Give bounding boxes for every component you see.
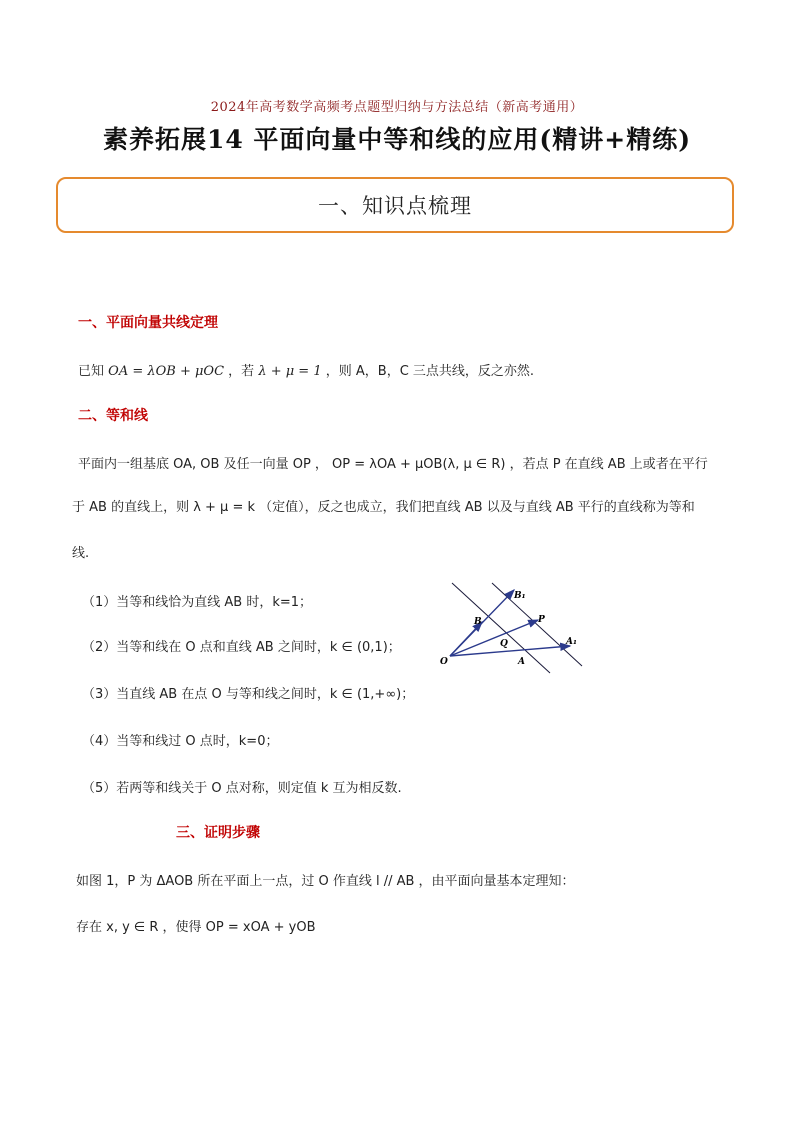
list-item: （1）当等和线恰为直线 AB 时，k=1； bbox=[82, 595, 313, 610]
section3-line2: 存在 x, y ∈ R ，使得 OP = xOA + yOB bbox=[76, 920, 316, 935]
list-item: （5）若两等和线关于 O 点对称，则定值 k 互为相反数. bbox=[82, 781, 402, 796]
section3-heading: 三、证明步骤 bbox=[176, 825, 260, 841]
label-b: B bbox=[474, 617, 482, 627]
section2-line3: 线. bbox=[72, 546, 90, 561]
section3-line1: 如图 1，P 为 ΔAOB 所在平面上一点，过 O 作直线 l // AB ，由平面向量基本定理知： bbox=[76, 874, 575, 889]
document-subtitle: 2024年高考数学高频考点题型归纳与方法总结（新高考通用） bbox=[210, 100, 584, 115]
section2-line2: 于 AB 的直线上，则 λ + μ = k （定值），反之也成立，我们把直线 AB 以及与直线 AB 平行的直线称为等和 bbox=[72, 500, 695, 515]
list-item: （4）当等和线过 O 点时，k=0； bbox=[82, 734, 279, 749]
section1-suffix: ，则 A，B，C 三点共线，反之亦然. bbox=[325, 364, 535, 379]
banner-label: 一、知识点梳理 bbox=[318, 194, 472, 218]
section2-heading: 二、等和线 bbox=[78, 408, 148, 424]
list-item: （2）当等和线在 O 点和直线 AB 之间时，k ∈ (0,1)； bbox=[82, 640, 401, 655]
vector-ob bbox=[450, 622, 482, 656]
section1-text bbox=[78, 360, 534, 379]
coefficient-sum-equation: λ + μ = 1 bbox=[258, 364, 322, 379]
line-a1b1 bbox=[492, 583, 582, 666]
label-q: Q bbox=[500, 639, 508, 649]
vector-oa1 bbox=[450, 646, 570, 656]
label-a: A bbox=[518, 657, 525, 667]
section1-prefix: 已知 bbox=[78, 364, 105, 379]
section1-heading: 一、平面向量共线定理 bbox=[78, 315, 218, 331]
collinear-equation: OA = λOB + μOC bbox=[108, 364, 225, 379]
label-a1: A₁ bbox=[566, 637, 577, 647]
section-banner bbox=[56, 177, 734, 233]
section1-mid: ，若 bbox=[228, 364, 255, 379]
section2-line1: 平面内一组基底 OA, OB 及任一向量 OP ， OP = λOA + μOB(λ, μ ∈ R) ，若点 P 在直线 AB 上或者在平行 bbox=[78, 457, 708, 472]
label-b1: B₁ bbox=[514, 591, 526, 601]
vector-op bbox=[450, 620, 538, 656]
equal-sum-line-figure bbox=[430, 578, 600, 678]
list-item: （3）当直线 AB 在点 O 与等和线之间时，k ∈ (1,+∞)； bbox=[82, 687, 415, 702]
line-ab bbox=[452, 583, 550, 673]
label-p: P bbox=[538, 615, 545, 625]
label-o: O bbox=[440, 657, 448, 667]
document-title: 素养拓展14 平面向量中等和线的应用(精讲+精练) bbox=[102, 125, 692, 154]
